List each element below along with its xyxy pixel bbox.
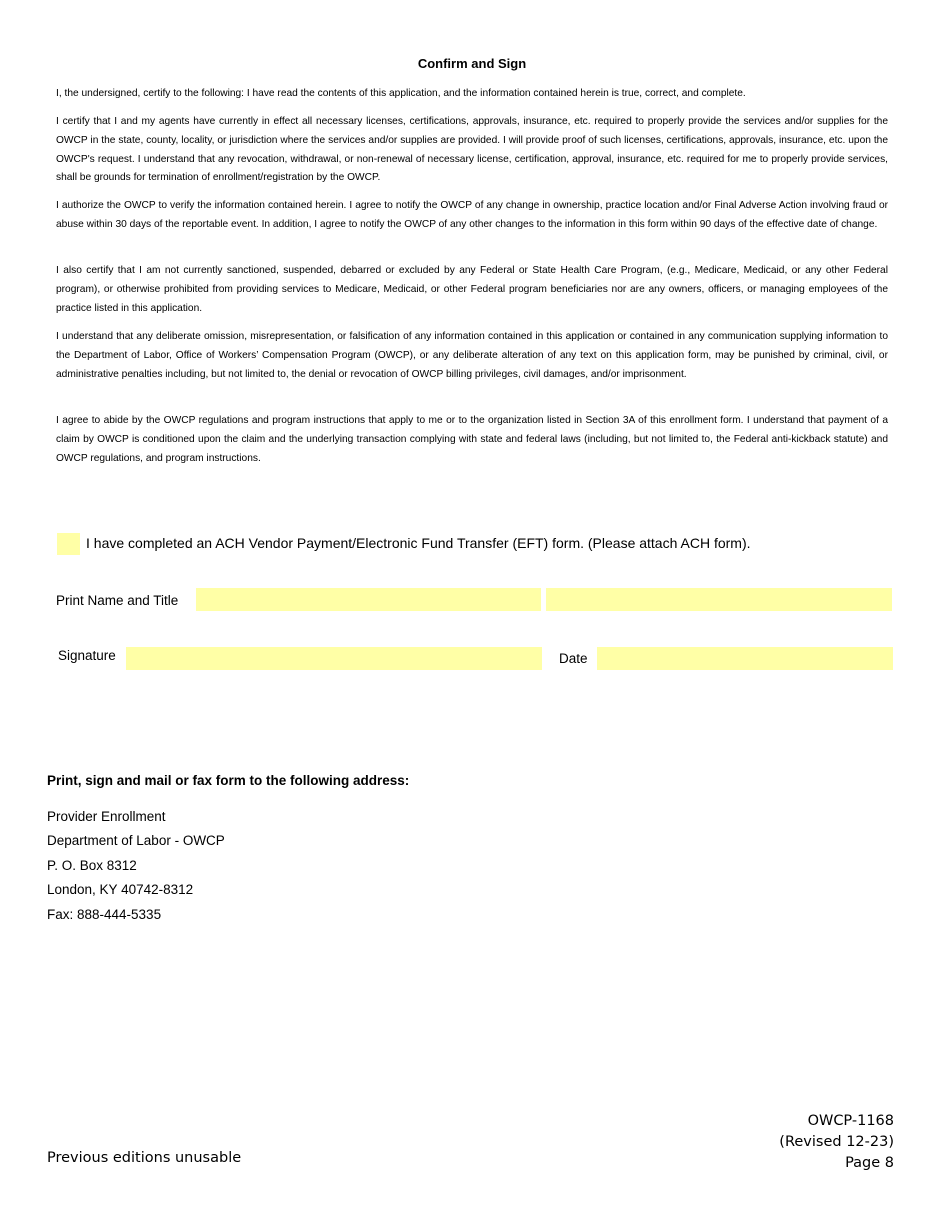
print-name-field[interactable] — [196, 588, 541, 611]
address-line: London, KY 40742-8312 — [47, 882, 194, 898]
page-number: Page 8 — [845, 1155, 894, 1171]
certification-paragraph-4: I also certify that I am not currently sanctioned, suspended, debarred or excluded by any Federal or State Health Care Program, (e.g., Medicare, Medicaid, or any other Federal program), or otherwise prohibited from providing services to Medicare, Medicaid, or other Federal program beneficiaries nor are any owners, officers, or managing employees of the practice listed in this application. — [56, 265, 888, 314]
title-field[interactable] — [546, 588, 892, 611]
form-identifier — [779, 1111, 894, 1174]
mailing-instructions-heading: Print, sign and mail or fax form to the following address: — [47, 773, 410, 788]
certification-paragraph-2: I certify that I and my agents have currently in effect all necessary licenses, certifications, approvals, insurance, etc. required to properly provide the services and/or supplies for the OWCP in the state, county, locality, or jurisdiction where the services and/or supplies are provided. I will provide proof of such licenses, certifications, approvals, insurance, etc. upon the OWCP's request. I understand that any revocation, withdrawal, or non-renewal of necessary license, certification, approval, insurance, etc. required for me to properly provide services, shall be grounds for termination of enrollment/registration by the OWCP. — [56, 116, 888, 184]
date-field[interactable] — [597, 647, 893, 670]
section-title: Confirm and Sign — [417, 56, 527, 71]
signature-field[interactable] — [126, 647, 542, 670]
certification-paragraph-5: I understand that any deliberate omission, misrepresentation, or falsification of any information contained in this application or contained in any communication supplying information to the Department of Labor, Office of Workers’ Compensation Program (OWCP), or any deliberate alteration of any text on this application form, may be punished by criminal, civil, or administrative penalties including, but not limited to, the denial or revocation of OWCP billing privileges, civil damages, and/or imprisonment. — [56, 331, 888, 380]
fax-number: Fax: 888-444-5335 — [47, 906, 162, 922]
signature-label: Signature — [58, 648, 116, 663]
ach-checkbox[interactable] — [57, 533, 80, 555]
address-line: Provider Enrollment — [47, 809, 166, 824]
certification-paragraph-6: I agree to abide by the OWCP regulations and program instructions that apply to me or to the organization listed in Section 3A of this enrollment form. I understand that payment of a claim by OWCP is conditioned upon the claim and the underlying transaction complying with state and federal laws (including, but not limited to, the Federal anti-kickback statute) and OWCP regulations, and program instructions. — [56, 415, 888, 464]
certification-paragraph-1: I, the undersigned, certify to the following: I have read the contents of this application, and the information contained herein is true, correct, and complete. — [56, 88, 746, 99]
address-line: P. O. Box 8312 — [47, 857, 137, 873]
form-number: OWCP-1168 — [807, 1113, 894, 1129]
address-line: Department of Labor - OWCP — [47, 833, 225, 849]
mailing-address — [47, 805, 225, 927]
ach-checkbox-label: I have completed an ACH Vendor Payment/Electronic Fund Transfer (EFT) form. (Please attach ACH form). — [86, 535, 751, 551]
certification-paragraph-3: I authorize the OWCP to verify the information contained herein. I agree to notify the OWCP of any change in ownership, practice location and/or Final Adverse Action involving fraud or abuse within 30 days of the reportable event. In addition, I agree to notify the OWCP of any other changes to the information in this form within 90 days of the effective date of change. — [56, 200, 888, 230]
print-name-label: Print Name and Title — [56, 593, 179, 608]
editions-notice: Previous editions unusable — [47, 1150, 242, 1166]
revision-date: (Revised 12-23) — [779, 1134, 894, 1150]
date-label: Date — [559, 651, 588, 666]
